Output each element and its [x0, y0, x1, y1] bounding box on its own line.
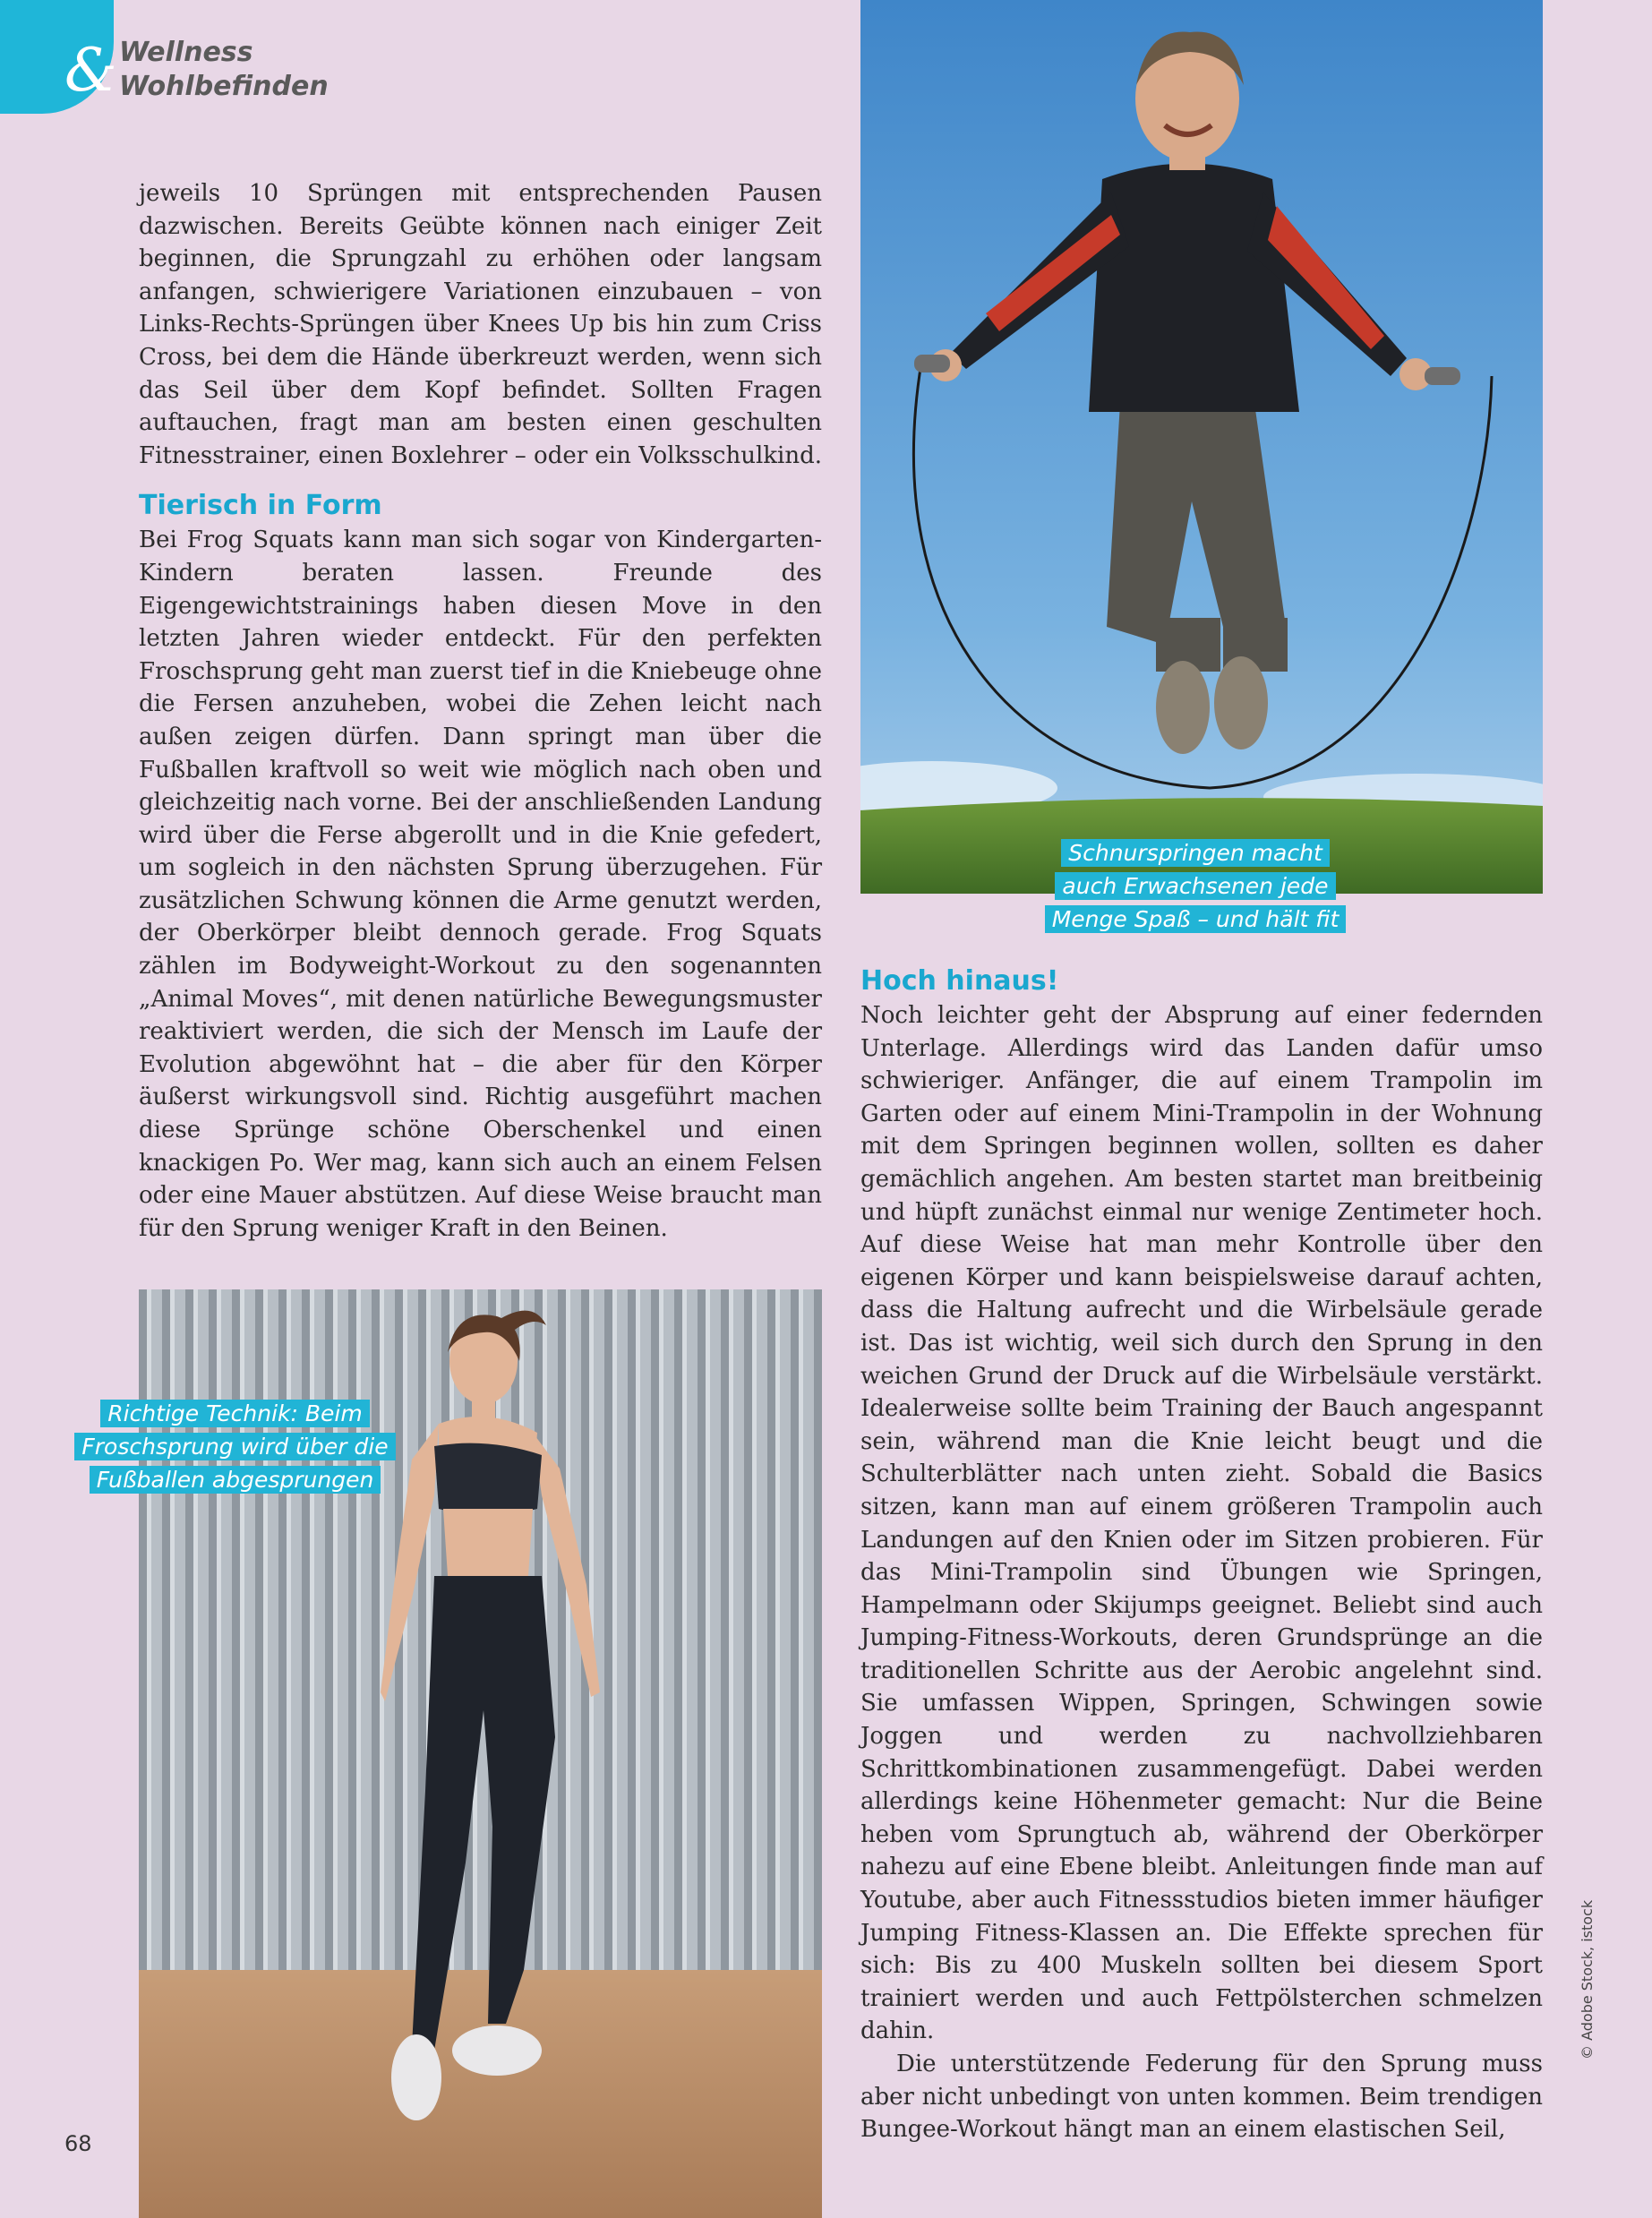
caption-line: Schnurspringen macht — [1061, 839, 1330, 867]
right-column — [860, 963, 1543, 2146]
ampersand-logo: & — [64, 36, 117, 105]
page-number: 68 — [64, 2131, 92, 2156]
caption-line: Froschsprung wird über die — [74, 1433, 395, 1460]
trampoline-paragraph: Noch leichter geht der Absprung auf einer federnden Unterlage. Allerdings wird das Landen dafür umso schwieriger. Anfänger, die auf einem Trampolin im Garten oder auf einem Mini-Trampolin in der Wohnung mit dem Springen beginnen wollen, sollten es daher gemächlich angehen. Am besten startet man breitbeinig und hüpft zunächst einmal nur wenige Zentimeter hoch. Auf diese Weise hat man mehr Kontrolle über den eigenen Körper und kann beispielsweise darauf achten, dass die Haltung aufrecht und die Wirbelsäule gerade ist. Das ist wichtig, weil sich durch den Sprung in den weichen Grund der Druck auf die Wirbelsäule verstärkt. Idealerweise sollte beim Training der Bauch angespannt sein, während man die Knie leicht beugt und die Schulterblätter nach unten zieht. Sobald die Basics sitzen, kann man auf einem größeren Trampolin auch Landungen auf den Knien oder im Sitzen probieren. Für das Mini-Trampolin sind Übungen wie Springen, Hampelmann oder Skijumps geeignet. Beliebt sind auch Jumping-Fitness-Workouts, deren Grundsprünge an die traditionellen Schritte aus der Aerobic angelehnt sind. Sie umfassen Wippen, Springen, Schwingen sowie Joggen und werden zu nachvollziehbaren Schrittkombinationen zusammengefügt. Dabei werden allerdings keine Höhenmeter gemacht: Nur die Beine heben vom Sprungtuch ab, während der Oberkörper nahezu auf eine Ebene bleibt. Anleitungen finde man auf Youtube, aber auch Fitnessstudios bieten immer häufiger Jumping Fitness-Klassen an. Die Effekte sprechen für sich: Bis zu 400 Muskeln sollten bei diesem Sport trainiert werden und auch Fettpölsterchen schmelzen dahin. — [860, 1002, 1543, 2045]
frog-jump-caption — [67, 1397, 403, 1496]
caption-line: Richtige Technik: Beim — [100, 1400, 369, 1427]
frog-squat-paragraph: Bei Frog Squats kann man sich sogar von Kindergarten-Kindern beraten lassen. Freunde des Eigengewichtstrainings haben diesen Move in den letzten Jahren wieder entdeckt. Für den perfekten Froschsprung geht man zuerst tief in die Kniebeuge ohne die Fersen anzuheben, wobei die Zehen leicht nach außen zeigen dürfen. Dann springt man über die Fußballen kraftvoll so weit wie möglich nach oben und gleichzeitig nach vorne. Bei der anschließenden Landung wird über die Ferse abgerollt und in die Knie gefedert, um sogleich in den nächsten Sprung überzugehen. Für zusätzlichen Schwung können die Arme genutzt werden, der Oberkörper bleibt dennoch gerade. Frog Squats zählen im Bodyweight-Workout zu den sogenannten „Animal Moves“, mit denen natürliche Bewegungsmuster reaktiviert werden, die sich der Mensch im Laufe der Evolution abgewöhnt hat – die aber für den Körper äußerst wirkungsvoll sind. Richtig ausgeführt machen diese Sprünge schöne Oberschenkel und einen knackigen Po. Wer mag, kann sich auch an einem Felsen oder eine Mauer abstützen. Auf diese Weise braucht man für den Sprung weniger Kraft in den Beinen. — [139, 527, 822, 1242]
left-column — [139, 177, 822, 1245]
jump-rope-caption — [998, 836, 1392, 936]
section-title-line2: Wohlbefinden — [119, 71, 329, 102]
jump-rope-illustration — [860, 0, 1543, 894]
caption-line: auch Erwachsenen jede — [1055, 872, 1335, 900]
jump-rope-photo — [860, 0, 1543, 894]
caption-line: Fußballen abgesprungen — [90, 1466, 381, 1494]
photo-credit: © Adobe Stock, istock — [1579, 1899, 1596, 2060]
intro-paragraph: jeweils 10 Sprüngen mit entsprechenden Pausen dazwischen. Bereits Geübte können nach einiger Zeit beginnen, die Sprungzahl zu erhöhen oder langsam anfangen, schwierigere Variationen einzubauen – von Links-Rechts-Sprüngen über Knees Up bis hin zum Criss Cross, bei dem die Hände überkreuzt werden, wenn sich das Seil über dem Kopf befindet. Sollten Fragen auftauchen, fragt man am besten einen geschulten Fitnesstrainer, einen Boxlehrer – oder ein Volksschulkind. — [139, 180, 823, 469]
heading-hoch-hinaus: Hoch hinaus! — [860, 965, 1059, 997]
section-title — [119, 36, 329, 104]
section-title-line1: Wellness — [119, 37, 253, 68]
heading-tierisch: Tierisch in Form — [139, 490, 382, 522]
caption-line: Menge Spaß – und hält fit — [1045, 905, 1347, 933]
bungee-paragraph: Die unterstützende Federung für den Sprung muss aber nicht unbedingt von unten kommen. Beim trendigen Bungee-Workout hängt man an einem elastischen Seil, — [860, 2051, 1543, 2144]
